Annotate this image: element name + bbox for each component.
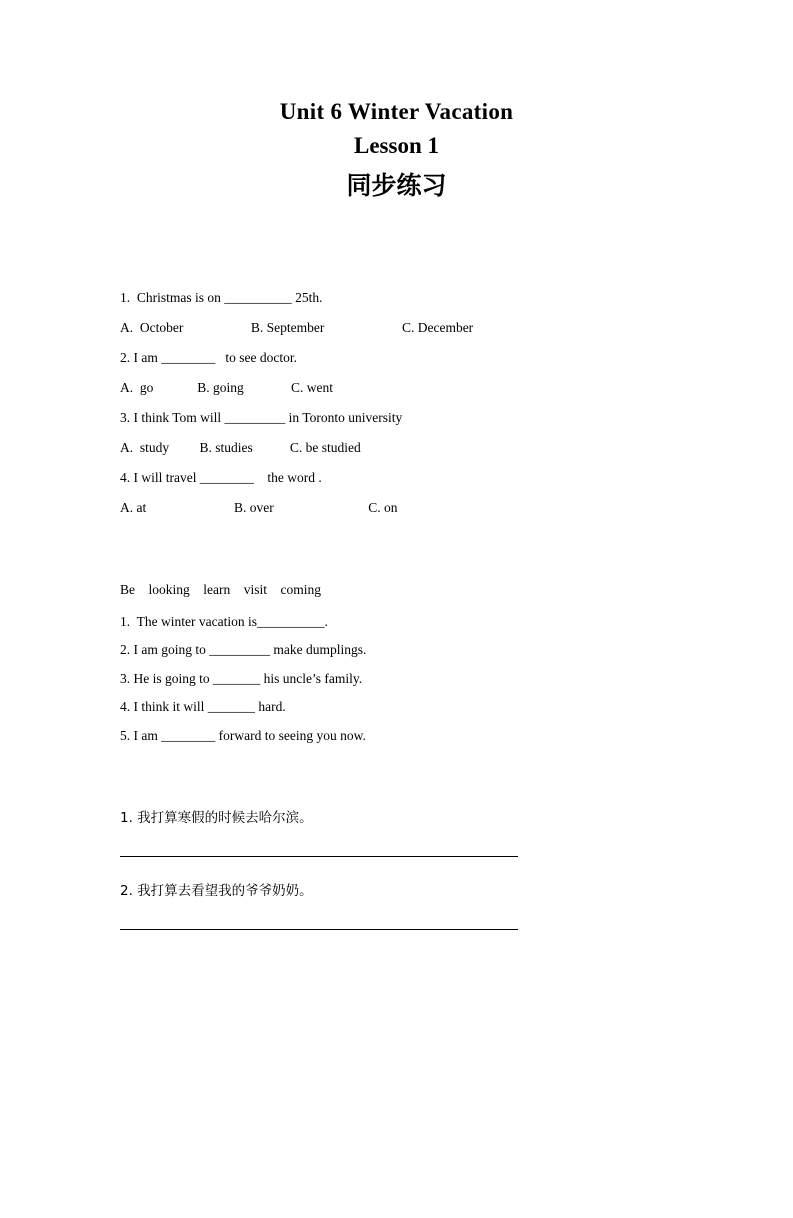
question-options: A. go B. going C. went bbox=[120, 380, 334, 396]
fill-item: 1. The winter vacation is__________. bbox=[120, 613, 328, 629]
translation-section bbox=[120, 806, 673, 930]
title-chinese: 同步练习 bbox=[346, 171, 447, 201]
title-lesson: Lesson 1 bbox=[354, 133, 439, 159]
word-bank: Be looking learn visit coming bbox=[120, 581, 321, 597]
translation-item: 1. 我打算寒假的时候去哈尔滨。 bbox=[120, 810, 313, 827]
worksheet-page bbox=[0, 96, 793, 1218]
question-text: 1. Christmas is on __________ 25th. bbox=[120, 290, 323, 306]
question-text: 4. I will travel ________ the word . bbox=[120, 470, 322, 486]
question-text: 3. I think Tom will _________ in Toronto university bbox=[120, 410, 403, 426]
fill-item: 2. I am going to _________ make dumplings. bbox=[120, 642, 367, 658]
fill-item: 4. I think it will _______ hard. bbox=[120, 699, 286, 715]
question-options: A. at B. over C. on bbox=[120, 500, 398, 516]
title-unit: Unit 6 Winter Vacation bbox=[279, 99, 514, 124]
page-title bbox=[0, 96, 793, 203]
question-options: A. October B. September C. December bbox=[120, 320, 474, 336]
question-options: A. study B. studies C. be studied bbox=[120, 440, 361, 456]
fill-item: 3. He is going to _______ his uncle’s family. bbox=[120, 670, 363, 686]
answer-line bbox=[120, 929, 518, 930]
answer-line bbox=[120, 856, 518, 857]
fill-in-blank-section bbox=[120, 582, 673, 743]
fill-item: 5. I am ________ forward to seeing you now. bbox=[120, 727, 366, 743]
translation-item: 2. 我打算去看望我的爷爷奶奶。 bbox=[120, 883, 313, 900]
multiple-choice-section bbox=[120, 291, 673, 515]
question-text: 2. I am ________ to see doctor. bbox=[120, 350, 297, 366]
